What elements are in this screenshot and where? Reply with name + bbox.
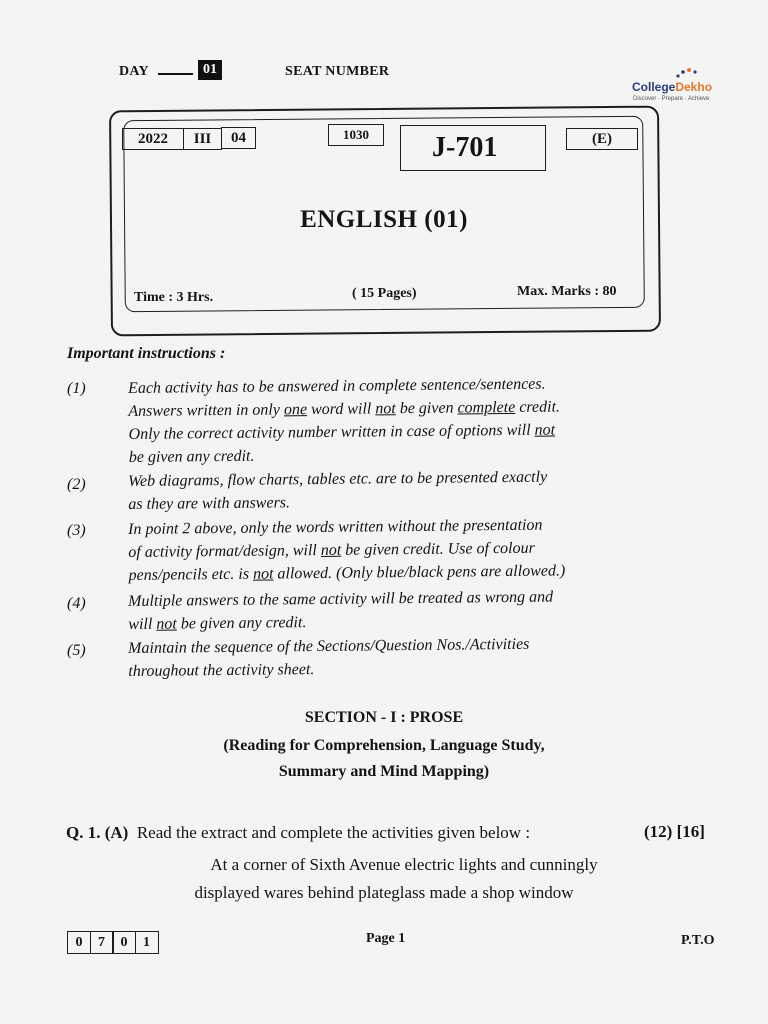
instruction-number: (3) xyxy=(67,522,86,539)
instruction-number: (2) xyxy=(67,476,86,493)
max-marks: Max. Marks : 80 xyxy=(517,284,617,299)
collegedekho-logo xyxy=(632,64,732,108)
paper-code: J-701 xyxy=(432,132,498,163)
seat-number-label: SEAT NUMBER xyxy=(285,64,390,79)
instruction-line: Only the correct activity number written in case of options will not xyxy=(128,421,556,443)
date-cell: 04 xyxy=(221,127,256,149)
instruction-number: (5) xyxy=(67,642,86,659)
instruction-line: throughout the activity sheet. xyxy=(128,661,315,680)
logo-tagline: Discover · Prepare · Achieve xyxy=(633,96,710,102)
instruction-line: Each activity has to be answered in complete sentence/sentences. xyxy=(128,375,546,397)
section-title: SECTION - I : PROSE xyxy=(304,709,464,726)
logo-dots-icon xyxy=(672,66,702,80)
instruction-2 xyxy=(128,464,668,516)
time-code-cell: 1030 xyxy=(328,124,384,146)
month-cell: III xyxy=(183,128,222,150)
day-number-box: 01 xyxy=(198,60,222,80)
page-count: ( 15 Pages) xyxy=(352,286,417,301)
code-digit: 1 xyxy=(135,931,159,954)
instructions-heading: Important instructions : xyxy=(67,345,226,362)
paper-code-digits xyxy=(67,931,159,954)
code-digit: 7 xyxy=(90,931,114,954)
section-subtitle-line-1: (Reading for Comprehension, Language Study, xyxy=(223,737,545,754)
instruction-1 xyxy=(128,371,669,469)
code-digit: 0 xyxy=(112,931,136,954)
instruction-number: (1) xyxy=(67,380,86,397)
instruction-line: pens/pencils etc. is not allowed. (Only blue/black pens are allowed.) xyxy=(128,562,566,584)
section-subtitle-line-2: Summary and Mind Mapping) xyxy=(278,763,490,780)
question-marks: (12) [16] xyxy=(644,822,705,841)
instruction-line: Web diagrams, flow charts, tables etc. are to be presented exactly xyxy=(128,468,548,490)
passage-line: At a corner of Sixth Avenue electric lights and cunningly xyxy=(210,855,598,874)
instruction-line: will not be given any credit. xyxy=(128,614,307,633)
medium-cell: (E) xyxy=(566,128,638,150)
logo-wordmark-primary: College xyxy=(632,80,676,94)
instruction-line: In point 2 above, only the words written without the presentation xyxy=(128,516,543,538)
question-line xyxy=(66,823,530,843)
instruction-3 xyxy=(128,512,669,587)
instruction-line: of activity format/design, will not be given credit. Use of colour xyxy=(128,539,535,561)
instruction-line: Maintain the sequence of the Sections/Question Nos./Activities xyxy=(128,635,530,657)
pto-label: P.T.O xyxy=(681,933,715,948)
passage-line: displayed wares behind plateglass made a shop window xyxy=(194,883,574,902)
time-allowed: Time : 3 Hrs. xyxy=(134,290,214,305)
instruction-number: (4) xyxy=(67,595,86,612)
code-digit: 0 xyxy=(67,931,91,954)
instruction-line: Answers written in only one word will not be given complete credit. xyxy=(128,398,561,420)
instruction-5 xyxy=(128,631,668,683)
exam-title: ENGLISH (01) xyxy=(300,206,468,233)
instruction-line: Multiple answers to the same activity will be treated as wrong and xyxy=(128,588,554,610)
instruction-line: as they are with answers. xyxy=(128,494,291,513)
page-number: Page 1 xyxy=(366,931,406,946)
question-text: Read the extract and complete the activities given below : xyxy=(136,823,531,842)
year-cell: 2022 xyxy=(122,128,184,150)
logo-wordmark-accent: Dekho xyxy=(675,80,713,94)
day-label: DAY xyxy=(119,64,149,79)
instruction-line: be given any credit. xyxy=(128,447,255,466)
logo-wordmark xyxy=(632,80,712,94)
day-dash-divider xyxy=(158,73,193,75)
instruction-4 xyxy=(128,584,668,636)
question-label: Q. 1. (A) xyxy=(66,823,129,842)
